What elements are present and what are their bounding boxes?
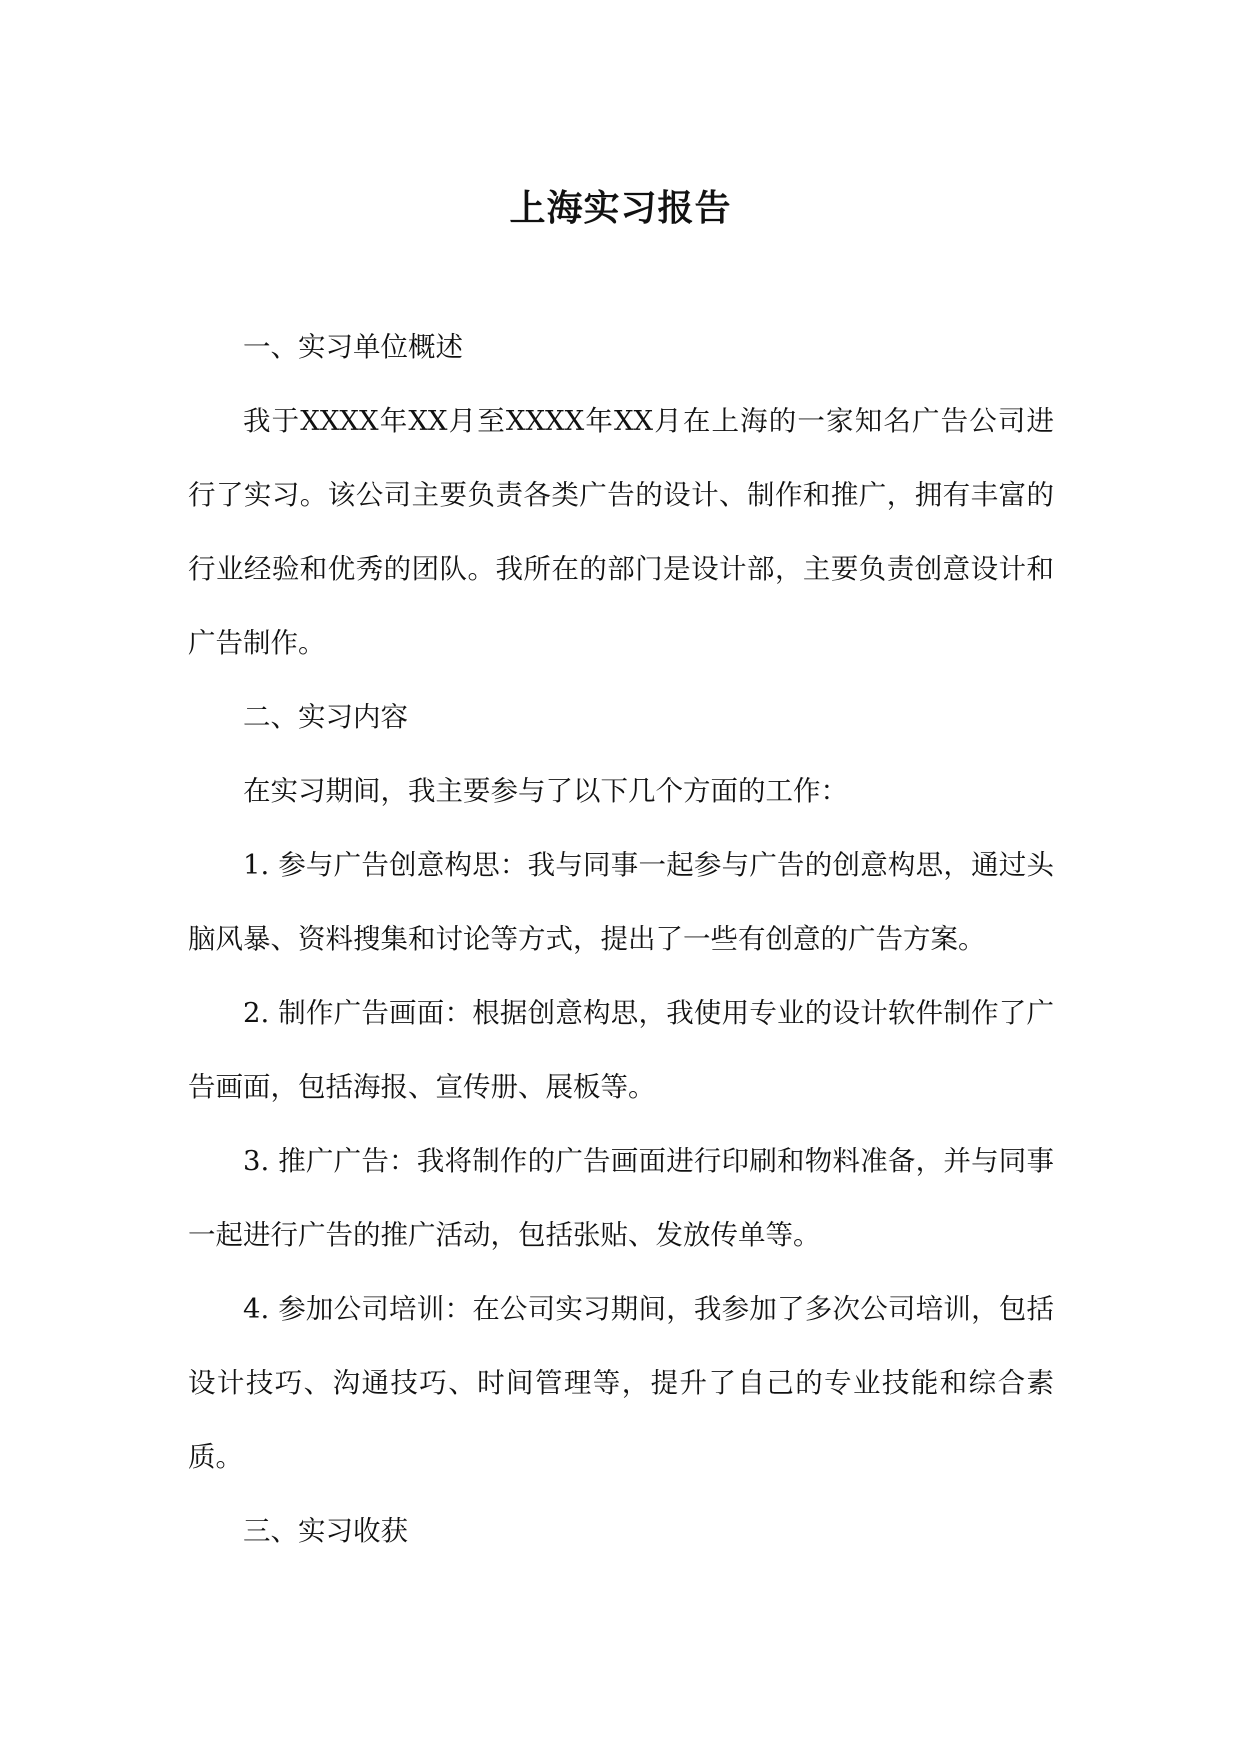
document-body [188, 310, 1054, 1568]
list-item-1: 1. 参与广告创意构思：我与同事一起参与广告的创意构思，通过头脑风暴、资料搜集和讨论等方式，提出了一些有创意的广告方案。 [188, 849, 1054, 955]
document-title: 上海实习报告 [509, 187, 732, 229]
list-item-4: 4. 参加公司培训：在公司实习期间，我参加了多次公司培训，包括设计技巧、沟通技巧、时间管理等，提升了自己的专业技能和综合素质。 [188, 1293, 1054, 1473]
section-heading-1: 一、实习单位概述 [243, 331, 463, 363]
section-heading-2: 二、实习内容 [243, 701, 408, 733]
list-item-2: 2. 制作广告画面：根据创意构思，我使用专业的设计软件制作了广告画面，包括海报、宣传册、展板等。 [188, 997, 1054, 1103]
section-heading-3: 三、实习收获 [243, 1515, 408, 1547]
paragraph-company-overview: 我于XXXX年XX月至XXXX年XX月在上海的一家知名广告公司进行了实习。该公司主要负责各类广告的设计、制作和推广，拥有丰富的行业经验和优秀的团队。我所在的部门是设计部，主要负责创意设计和广告制作。 [188, 405, 1054, 659]
paragraph-intro-work: 在实习期间，我主要参与了以下几个方面的工作： [243, 775, 848, 807]
list-item-3: 3. 推广广告：我将制作的广告画面进行印刷和物料准备，并与同事一起进行广告的推广活动，包括张贴、发放传单等。 [188, 1145, 1054, 1251]
